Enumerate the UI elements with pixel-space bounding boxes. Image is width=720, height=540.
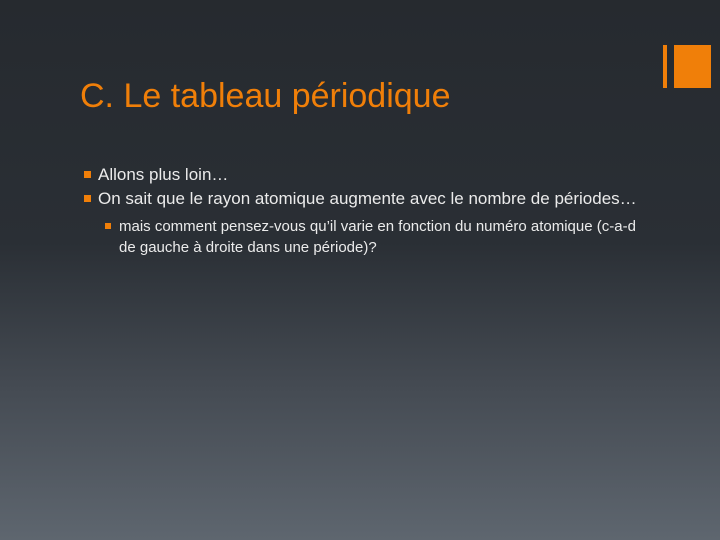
bullet-text: On sait que le rayon atomique augmente avec le nombre de périodes… bbox=[98, 189, 637, 208]
slide-title: C. Le tableau périodique bbox=[80, 77, 451, 115]
accent-bar-thin bbox=[663, 45, 667, 88]
bullet-item bbox=[84, 164, 644, 186]
accent-bar-thick bbox=[674, 45, 711, 88]
square-bullet-icon bbox=[84, 195, 91, 202]
bullet-item bbox=[84, 188, 644, 210]
bullet-text: Allons plus loin… bbox=[98, 165, 229, 184]
slide-content bbox=[84, 164, 644, 258]
sub-bullet-item bbox=[105, 216, 644, 258]
square-bullet-icon bbox=[84, 171, 91, 178]
square-bullet-icon bbox=[105, 223, 111, 229]
sub-bullet-text: mais comment pensez-vous qu’il varie en fonction du numéro atomique (c-a-d de gauche à droite dans une période)? bbox=[119, 218, 636, 256]
accent-bars-decoration bbox=[663, 45, 711, 88]
